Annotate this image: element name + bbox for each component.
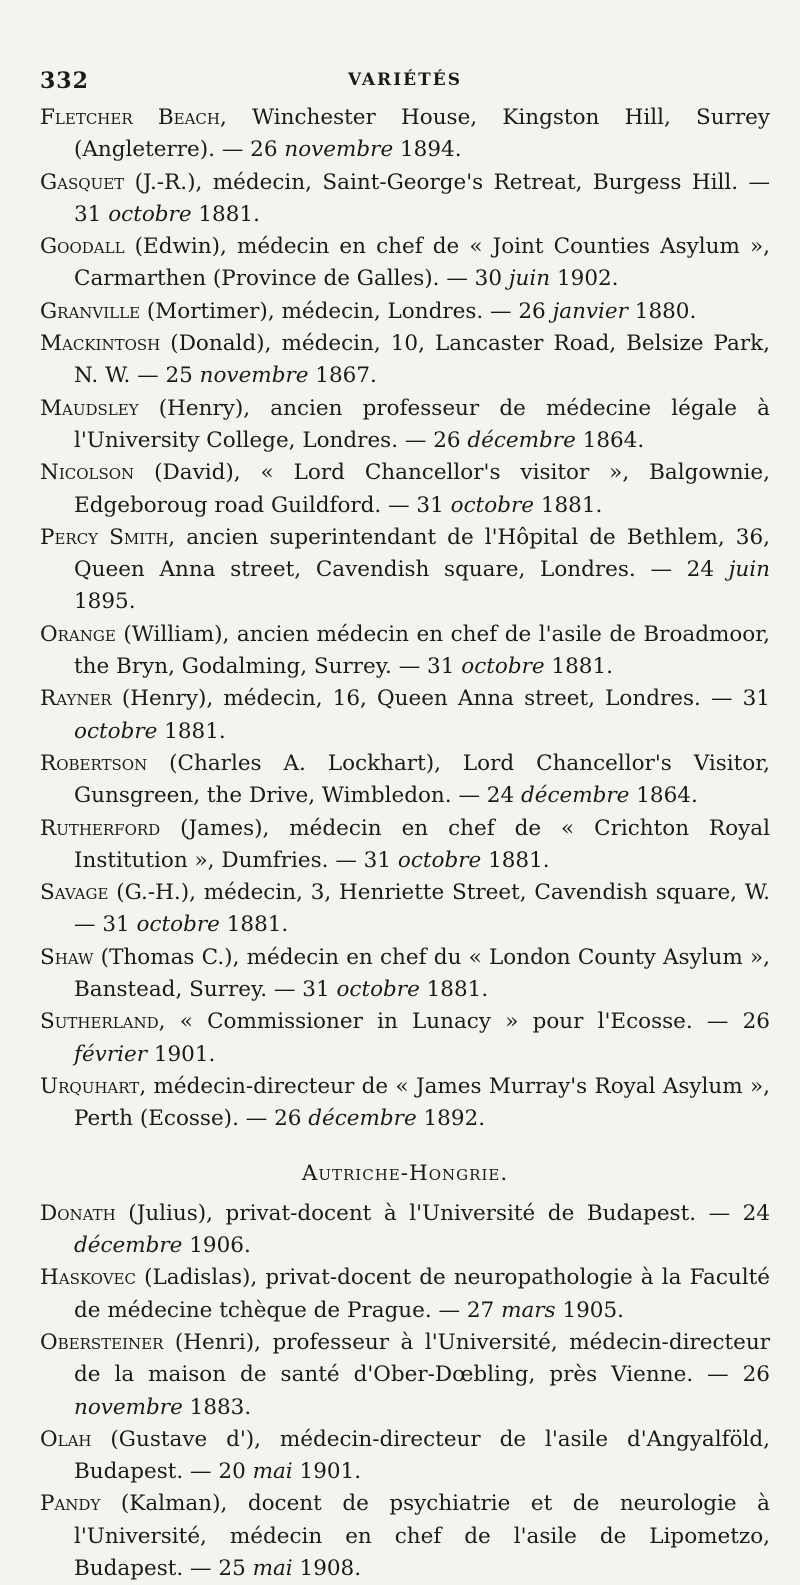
entry-text: (Donald), médecin, 10, Lancaster Road, Belsize Park, N. W. — 25 bbox=[74, 331, 770, 389]
entry-year: 1881. bbox=[481, 847, 550, 873]
entry-month: décembre bbox=[467, 427, 576, 453]
page-number: 332 bbox=[40, 68, 89, 94]
entry-name: Olah bbox=[40, 1426, 92, 1452]
entry-text: (William), ancien médecin en chef de l'asile de Broadmoor, the Bryn, Godalming, Surrey. — 31 bbox=[74, 621, 770, 680]
entry-name: Maudsley bbox=[40, 395, 139, 421]
entry-month: novembre bbox=[199, 363, 309, 389]
list-item bbox=[40, 1488, 770, 1585]
entry-name: Granville bbox=[40, 298, 141, 324]
section-title: Autriche-Hongrie. bbox=[301, 1160, 509, 1186]
entry-date bbox=[253, 1556, 361, 1581]
entry-month: février bbox=[74, 1041, 147, 1067]
entry-year: 1881. bbox=[191, 201, 260, 227]
entry-date bbox=[74, 1042, 215, 1067]
list-item bbox=[40, 1198, 770, 1263]
entry-date bbox=[509, 266, 619, 291]
list-item bbox=[40, 1262, 770, 1327]
entry-name: Gasquet bbox=[40, 169, 125, 195]
entry-date bbox=[461, 654, 613, 679]
list-item bbox=[40, 813, 770, 878]
entry-text: , médecin-directeur de « James Murray's Royal Asylum », Perth (Ecosse). — 26 bbox=[74, 1073, 770, 1132]
entry-text: (Ladislas), privat-docent de neuropathologie à la Faculté de médecine tchèque de Prague. — 27 bbox=[74, 1265, 770, 1323]
entry-year: 1881. bbox=[157, 718, 226, 744]
entry-year: 1901. bbox=[146, 1041, 216, 1067]
entry-date bbox=[467, 428, 644, 453]
entry-name: Goodall bbox=[40, 234, 125, 260]
entry-date bbox=[108, 202, 260, 227]
list-item bbox=[40, 1006, 770, 1071]
list-item bbox=[40, 748, 770, 813]
entry-text: , ancien superintendant de l'Hôpital de Bethlem, 36, Queen Anna street, Cavendish square, Londres. — 24 bbox=[74, 524, 770, 583]
entry-month: octobre bbox=[450, 492, 534, 518]
entry-text: (Julius), privat-docent à l'Université de Budapest. — 24 bbox=[115, 1200, 770, 1226]
entry-text: (Edwin), médecin en chef de « Joint Counties Asylum », Carmarthen (Province de Galles). — 30 bbox=[74, 234, 770, 292]
entry-text: (David), « Lord Chancellor's visitor », Balgownie, Edgeboroug road Guildford. — 31 bbox=[74, 460, 770, 518]
page-header bbox=[40, 68, 770, 98]
entry-name: Obersteiner bbox=[40, 1329, 164, 1355]
entry-list-great-britain bbox=[40, 102, 770, 1136]
entry-name: Rutherford bbox=[40, 815, 161, 841]
entry-date bbox=[200, 363, 377, 388]
entry-year: 1864. bbox=[575, 427, 645, 453]
entry-date bbox=[253, 1459, 361, 1484]
entry-year: 1881. bbox=[219, 912, 289, 938]
entry-date bbox=[137, 912, 289, 937]
entry-year: 1908. bbox=[292, 1556, 362, 1582]
list-item bbox=[40, 328, 770, 393]
list-item bbox=[40, 942, 770, 1007]
entry-month: décembre bbox=[308, 1106, 417, 1132]
entry-text: (Thomas C.), médecin en chef du « London County Asylum », Banstead, Surrey. — 31 bbox=[74, 944, 770, 1003]
entry-month: octobre bbox=[74, 718, 158, 744]
entry-month: juin bbox=[728, 557, 770, 583]
list-item bbox=[40, 1071, 770, 1136]
entry-name: Haskovec bbox=[40, 1265, 136, 1291]
list-item bbox=[40, 167, 770, 232]
entry-name: Savage bbox=[40, 880, 109, 906]
entry-date bbox=[501, 1298, 624, 1323]
entry-date bbox=[74, 1395, 251, 1420]
entry-text: (J.-R.), médecin, Saint-George's Retreat, Burgess Hill. — 31 bbox=[74, 169, 770, 227]
entry-date bbox=[521, 783, 698, 808]
entry-name: Rayner bbox=[40, 686, 112, 712]
entry-year: 1881. bbox=[533, 492, 603, 518]
entry-text: (Henri), professeur à l'Université, médecin-directeur de la maison de santé d'Ober-Dœbling, près Vienne. — 26 bbox=[74, 1329, 770, 1388]
entry-name: Urquhart bbox=[40, 1073, 140, 1099]
entry-year: 1902. bbox=[550, 266, 619, 292]
entry-date bbox=[308, 1106, 485, 1131]
entry-text: (Mortimer), médecin, Londres. — 26 bbox=[140, 298, 553, 324]
entry-text: (Charles A. Lockhart), Lord Chancellor's Visitor, Gunsgreen, the Drive, Wimbledon. — 24 bbox=[74, 750, 770, 809]
entry-month: octobre bbox=[397, 847, 482, 873]
entry-name: Nicolson bbox=[40, 460, 135, 486]
list-item bbox=[40, 231, 770, 296]
list-item bbox=[40, 457, 770, 522]
entry-text: (Kalman), docent de psychiatrie et de neurologie à l'Université, médecin en chef de l'asile de Lipometzo, Budapest. — 25 bbox=[74, 1491, 770, 1582]
entry-date bbox=[74, 1233, 251, 1258]
entry-month: octobre bbox=[461, 654, 545, 680]
entry-date bbox=[284, 137, 461, 162]
list-item bbox=[40, 1327, 770, 1424]
entry-month: octobre bbox=[136, 912, 220, 938]
list-item bbox=[40, 296, 770, 328]
entry-month: juin bbox=[508, 266, 551, 292]
entry-text: , « Commissioner in Lunacy » pour l'Ecosse. — 26 bbox=[158, 1009, 770, 1035]
entry-text: (James), médecin en chef de « Crichton Royal Institution », Dumfries. — 31 bbox=[74, 815, 770, 873]
entry-name: Sutherland bbox=[40, 1009, 159, 1035]
entry-year: 1905. bbox=[555, 1297, 624, 1323]
entry-text: (G.-H.), médecin, 3, Henriette Street, Cavendish square, W. — 31 bbox=[74, 880, 770, 938]
entry-name: Robertson bbox=[40, 750, 148, 776]
entry-year: 1895. bbox=[74, 589, 136, 615]
list-item bbox=[40, 393, 770, 458]
entry-month: décembre bbox=[74, 1233, 183, 1259]
entry-year: 1864. bbox=[629, 783, 698, 809]
entry-month: novembre bbox=[74, 1394, 183, 1420]
entry-text: (Henry), ancien professeur de médecine légale à l'University College, Londres. — 26 bbox=[74, 395, 770, 453]
entry-month: octobre bbox=[108, 201, 192, 227]
entry-date bbox=[553, 299, 697, 324]
entry-date bbox=[398, 848, 550, 873]
entry-month: décembre bbox=[520, 783, 630, 809]
entry-name: Donath bbox=[40, 1200, 116, 1226]
list-item bbox=[40, 522, 770, 619]
entry-year: 1906. bbox=[182, 1233, 251, 1259]
entry-list-austria-hungary bbox=[40, 1198, 770, 1585]
entry-year: 1867. bbox=[308, 363, 377, 389]
list-item bbox=[40, 683, 770, 748]
entry-year: 1894. bbox=[393, 137, 462, 163]
entry-month: janvier bbox=[552, 298, 628, 324]
list-item bbox=[40, 619, 770, 684]
entry-name: Fletcher Beach bbox=[40, 105, 220, 130]
entry-name: Mackintosh bbox=[40, 331, 161, 357]
entry-month: mai bbox=[252, 1459, 293, 1485]
entry-text: , Winchester House, Kingston Hill, Surrey (Angleterre). — 26 bbox=[74, 105, 771, 163]
entry-date bbox=[451, 493, 603, 518]
entry-year: 1901. bbox=[292, 1459, 362, 1485]
list-item bbox=[40, 1424, 770, 1489]
entry-year: 1883. bbox=[182, 1394, 252, 1420]
entry-name: Pandy bbox=[40, 1491, 101, 1517]
running-head: VARIÉTÉS bbox=[348, 70, 462, 90]
entry-month: mars bbox=[501, 1297, 556, 1323]
list-item bbox=[40, 102, 770, 167]
entry-month: octobre bbox=[336, 977, 420, 1003]
entry-date bbox=[336, 977, 488, 1002]
entry-month: mai bbox=[252, 1556, 293, 1582]
entry-year: 1892. bbox=[416, 1106, 486, 1132]
entry-text: (Gustave d'), médecin-directeur de l'asile d'Angyalföld, Budapest. — 20 bbox=[74, 1426, 770, 1485]
entry-date bbox=[74, 719, 226, 744]
entry-year: 1881. bbox=[419, 977, 489, 1003]
entry-month: novembre bbox=[284, 137, 394, 163]
entry-name: Orange bbox=[40, 621, 116, 647]
entry-name: Shaw bbox=[40, 944, 94, 970]
entry-year: 1880. bbox=[627, 298, 697, 324]
entry-year: 1881. bbox=[544, 654, 613, 680]
entry-name: Percy Smith bbox=[40, 524, 169, 550]
entry-text: (Henry), médecin, 16, Queen Anna street, Londres. — 31 bbox=[111, 686, 770, 712]
list-item bbox=[40, 877, 770, 942]
